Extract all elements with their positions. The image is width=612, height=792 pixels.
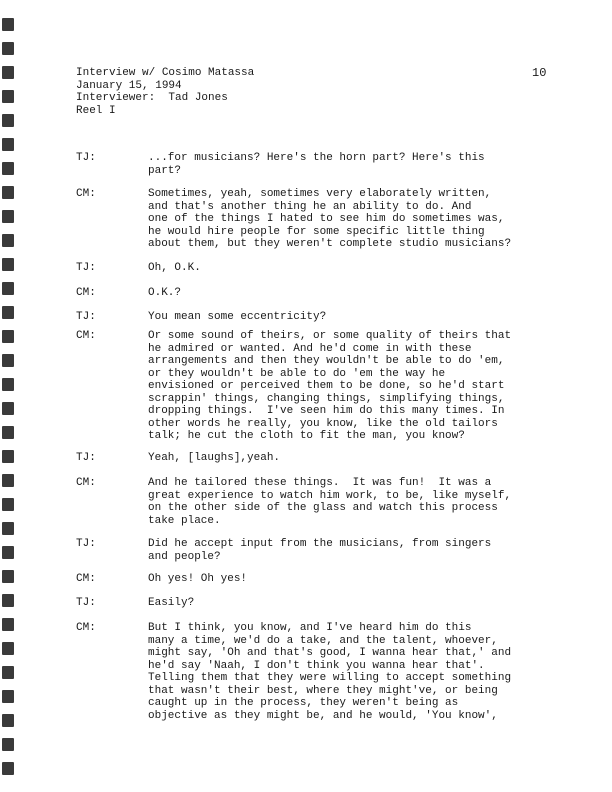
header-title: Interview w/ Cosimo Matassa [76, 67, 255, 79]
speech-text [148, 538, 548, 563]
speech-line: objective as they might be, and he would, 'You know', [148, 709, 498, 722]
speaker-label: TJ: [76, 311, 96, 323]
speaker-label: CM: [76, 330, 96, 342]
speech-text [148, 477, 548, 527]
speech-line: scrappin' things, changing things, simplifying things, [148, 392, 505, 405]
speech-text [148, 262, 548, 275]
header-date: January 15, 1994 [76, 79, 182, 92]
speaker-label: CM: [76, 287, 96, 299]
speech-line: on the other side of the glass and watch this process [148, 502, 498, 514]
speech-line: You mean some eccentricity? [148, 311, 327, 323]
speaker-label: TJ: [76, 538, 96, 550]
speaker-label: TJ: [76, 452, 96, 464]
speech-line: Sometimes, yeah, sometimes very elaborately written, [148, 188, 492, 200]
speech-text [148, 573, 548, 586]
header-reel: Reel I [76, 104, 116, 117]
document-header [76, 67, 254, 117]
speech-text [148, 452, 548, 465]
speech-line: Yeah, [laughs],yeah. [148, 452, 281, 464]
speech-line: Oh, O.K. [148, 262, 201, 274]
speech-line: Or some sound of theirs, or some quality of theirs that [148, 330, 512, 342]
speech-line: about them, but they weren't complete studio musicians? [148, 238, 512, 250]
speech-line: O.K.? [148, 287, 182, 299]
speaker-label: CM: [76, 573, 96, 585]
speech-text [148, 188, 548, 251]
speaker-label: CM: [76, 188, 96, 200]
speech-line: Oh yes! Oh yes! [148, 573, 248, 585]
speech-line: one of the things I hated to see him do sometimes was, [148, 213, 505, 225]
speech-text [148, 311, 548, 324]
page-number: 10 [532, 66, 547, 80]
speech-line: arrangements and then they wouldn't be able to do 'em, [148, 355, 505, 367]
speech-text [148, 597, 548, 610]
speech-line: Easily? [148, 597, 195, 609]
speech-line: he would hire people for some specific little thing [148, 225, 485, 238]
speech-line: that wasn't their best, where they might've, or being [148, 684, 498, 697]
speech-line: great experience to watch him work, to be, like myself, [148, 489, 512, 502]
speech-line: many a time, we'd do a take, and the talent, whoever, [148, 634, 498, 647]
speaker-label: TJ: [76, 597, 96, 609]
speech-line: envisioned or perceived them to be done, so he'd start [148, 380, 505, 392]
speech-line: Did he accept input from the musicians, from singers [148, 538, 492, 550]
speech-text [148, 622, 548, 722]
spiral-binding [0, 0, 16, 792]
speech-line: part? [148, 164, 182, 177]
speech-line: caught up in the process, they weren't being as [148, 697, 459, 709]
speaker-label: CM: [76, 622, 96, 634]
speech-line: he'd say 'Naah, I don't think you wanna hear that'. [148, 659, 485, 672]
speaker-label: TJ: [76, 152, 96, 164]
speech-line: other words he really, you know, like the old tailors [148, 417, 498, 430]
header-interviewer: Interviewer: Tad Jones [76, 92, 228, 104]
speech-line: take place. [148, 514, 221, 527]
speech-line: he admired or wanted. And he'd come in with these [148, 342, 472, 355]
speaker-label: TJ: [76, 262, 96, 274]
speech-line: But I think, you know, and I've heard him do this [148, 622, 472, 634]
speech-text [148, 152, 548, 177]
speech-line: dropping things. I've seen him do this many times. In [148, 405, 505, 417]
speech-line: and people? [148, 550, 221, 563]
speech-line: and that's another thing he an ability to do. And [148, 200, 472, 213]
speech-text [148, 330, 548, 443]
speech-line: ...for musicians? Here's the horn part? Here's this [148, 152, 485, 164]
speaker-label: CM: [76, 477, 96, 489]
speech-line: or they wouldn't be able to do 'em the way he [148, 367, 446, 380]
speech-line: And he tailored these things. It was fun! It was a [148, 477, 492, 489]
speech-text [148, 287, 548, 300]
speech-line: might say, 'Oh and that's good, I wanna hear that,' and [148, 647, 512, 659]
speech-line: Telling them that they were willing to accept something [148, 672, 512, 684]
speech-line: talk; he cut the cloth to fit the man, you know? [148, 430, 465, 442]
